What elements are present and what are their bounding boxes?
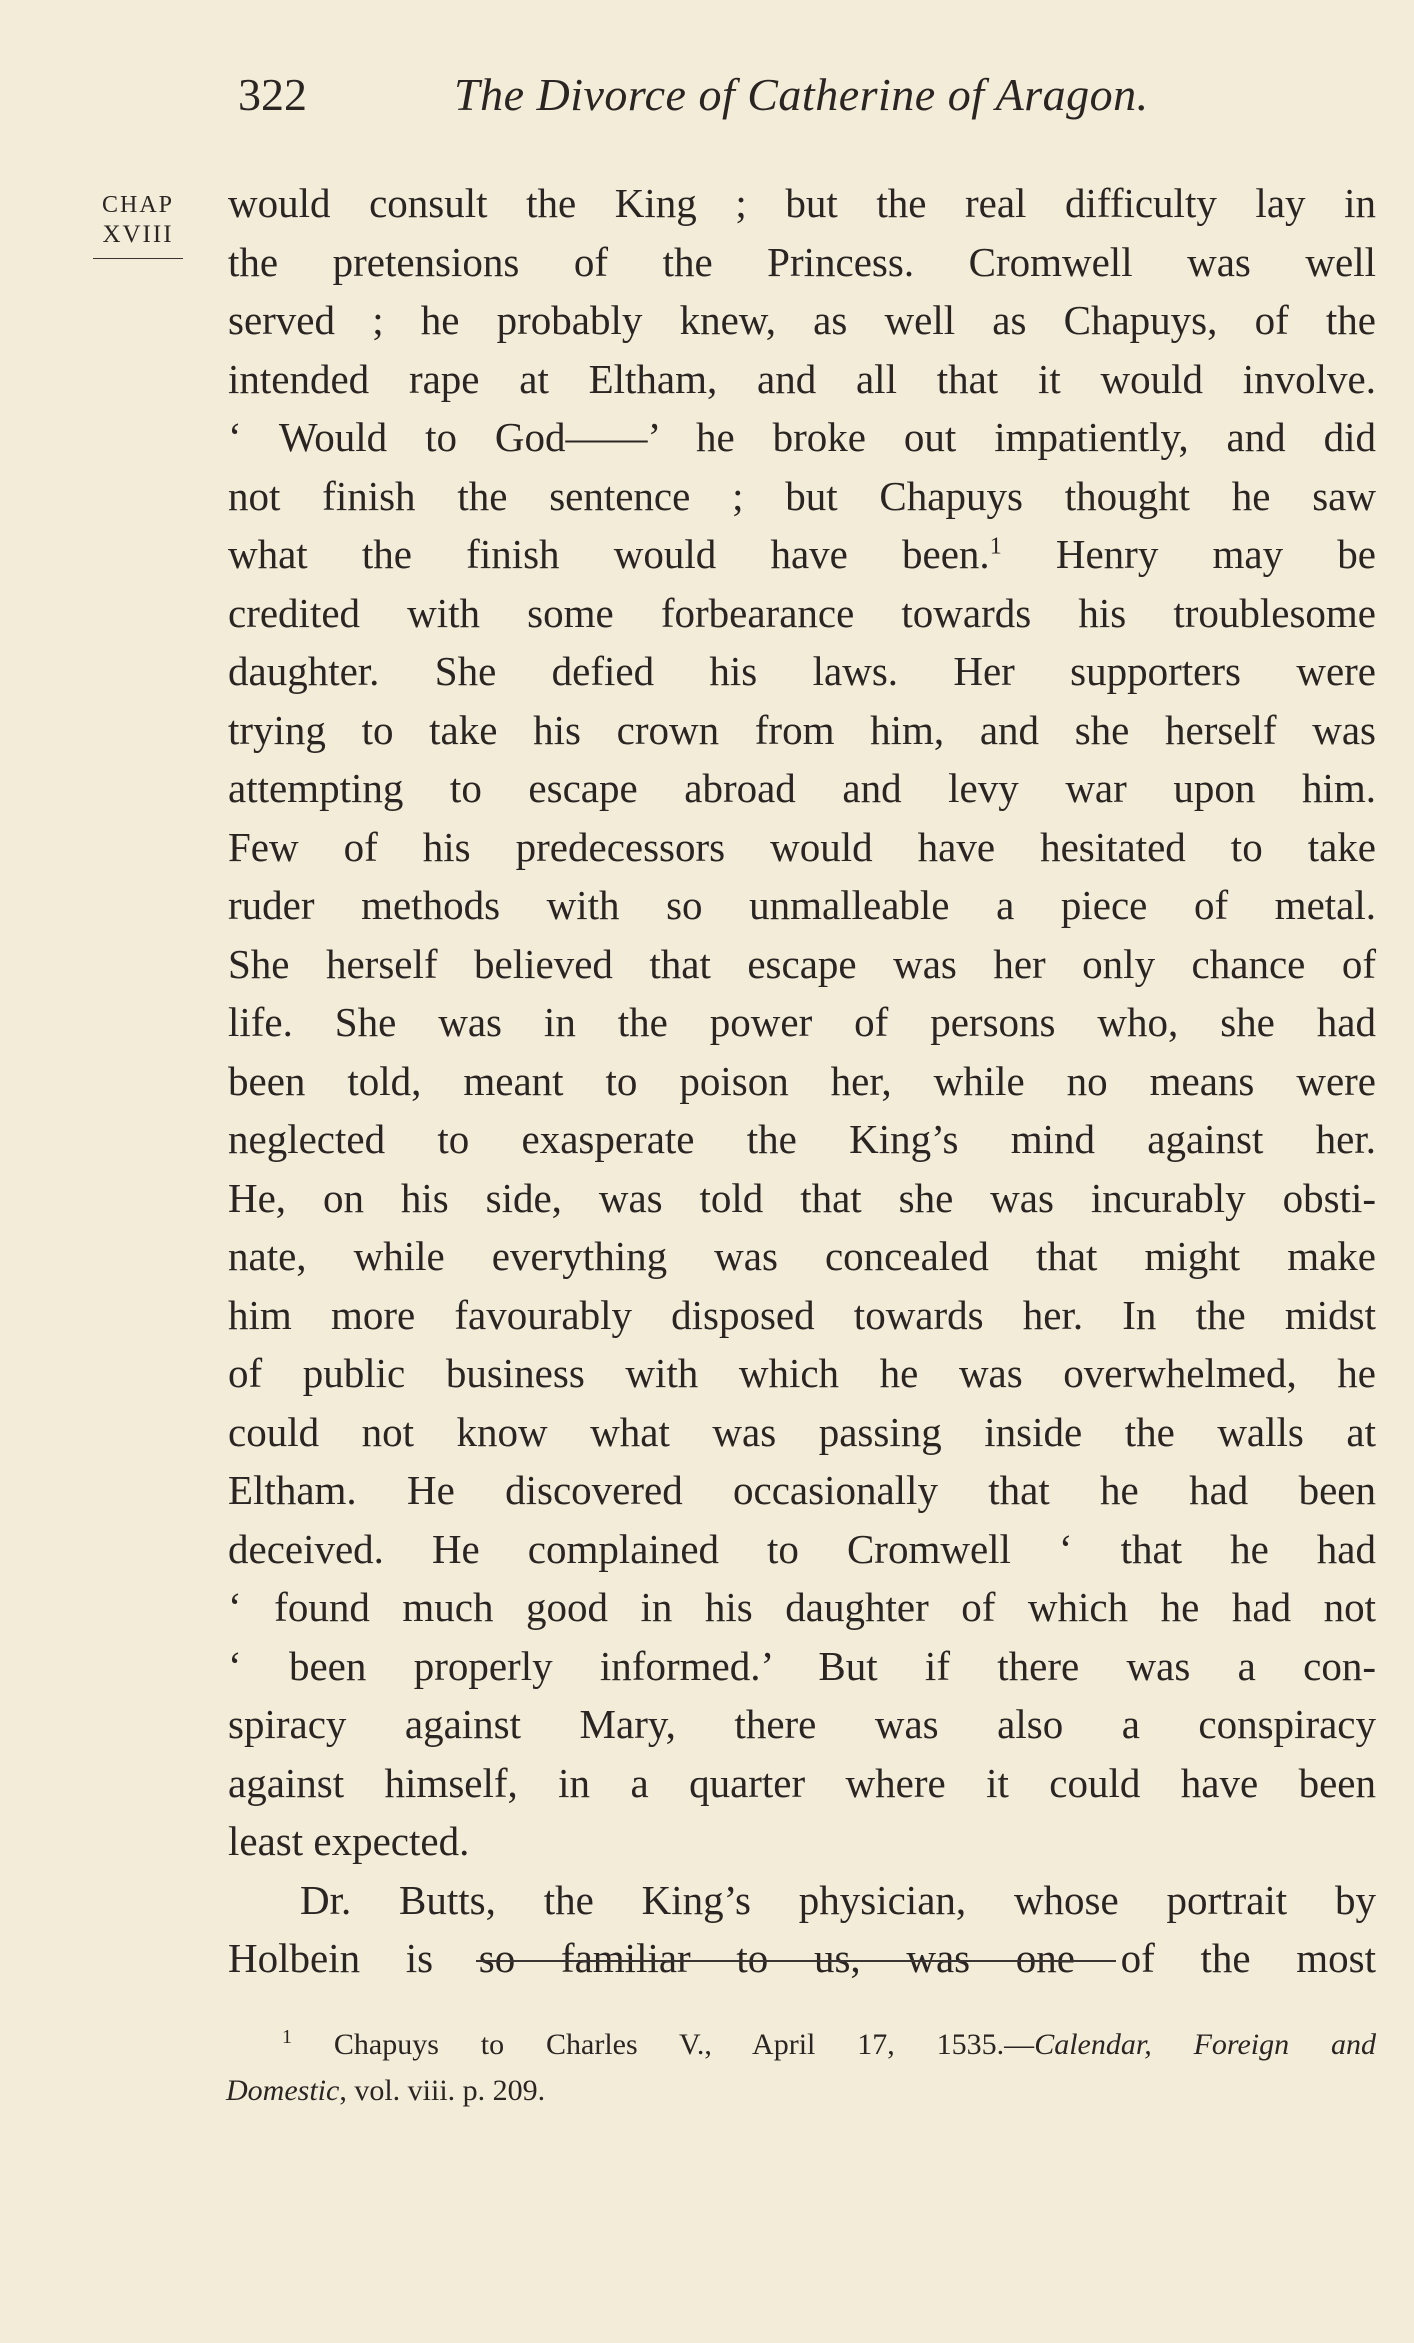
text-line: could not know what was passing inside the walls at xyxy=(228,1408,1376,1455)
text-line: not finish the sentence ; but Chapuys thought he saw xyxy=(228,472,1376,519)
text-line: He, on his side, was told that she was incurably obsti- xyxy=(228,1174,1376,1221)
chapter-number: XVIII xyxy=(102,221,174,248)
text-line: been told, meant to poison her, while no means were xyxy=(228,1057,1376,1104)
text-line: spiracy against Mary, there was also a conspiracy xyxy=(228,1701,1376,1747)
footnote-1-line-2 xyxy=(226,2068,1376,2114)
footnote-1-line-1 xyxy=(226,2022,1376,2068)
text-line: Dr. Butts, the King’s physician, whose portrait by xyxy=(300,1876,1376,1923)
chapter-label: CHAP xyxy=(101,192,175,218)
footnotes xyxy=(226,2022,1376,2114)
text-line: would consult the King ; but the real difficulty lay in xyxy=(228,180,1376,226)
footnote-reference[interactable]: 1 xyxy=(989,533,1002,560)
text-line: the pretensions of the Princess. Cromwell was well xyxy=(228,238,1376,285)
paragraph-2 xyxy=(228,1871,1376,1988)
footnote-source-title-cont: Domestic xyxy=(226,2074,340,2107)
text-line: life. She was in the power of persons who, she had xyxy=(228,999,1376,1045)
text-line: served ; he probably knew, as well as Chapuys, of the xyxy=(228,297,1376,343)
body-text xyxy=(228,174,1376,1988)
footnote-divider xyxy=(476,1960,1116,1962)
text-line: neglected to exasperate the King’s mind against her. xyxy=(228,1116,1376,1162)
text-line: ‘ found much good in his daughter of which he had not xyxy=(228,1584,1376,1630)
footnote-text: Chapuys to Charles V., April 17, 1535.— xyxy=(333,2028,1035,2061)
paragraph-1 xyxy=(228,174,1376,1871)
chapter-side-note xyxy=(88,190,188,259)
running-head xyxy=(228,68,1228,138)
page-number: 322 xyxy=(238,69,307,120)
footnote-marker: 1 xyxy=(282,2026,292,2048)
text-segment: what the finish would have been. xyxy=(228,531,990,577)
text-line: of public business with which he was overwhelmed, he xyxy=(228,1350,1376,1396)
text-line: attempting to escape abroad and levy war upon him. xyxy=(228,765,1376,811)
text-segment: Henry may be xyxy=(1001,531,1377,577)
text-line: intended rape at Eltham, and all that it would involve. xyxy=(228,355,1376,402)
text-line: him more favourably disposed towards her. In the midst xyxy=(228,1291,1376,1338)
text-line: trying to take his crown from him, and she herself was xyxy=(228,706,1376,753)
text-line: Eltham. He discovered occasionally that he had been xyxy=(228,1467,1376,1513)
chapter-rule xyxy=(93,258,183,259)
text-line-with-footnote xyxy=(228,525,1376,584)
text-line: against himself, in a quarter where it could have been xyxy=(228,1759,1376,1806)
text-line: ‘ been properly informed.’ But if there was a con- xyxy=(228,1642,1376,1689)
text-line: Holbein is so familiar to us, was one of the most xyxy=(228,1935,1376,1981)
text-line: deceived. He complained to Cromwell ‘ that he had xyxy=(228,1525,1376,1572)
text-line: credited with some forbearance towards his troublesome xyxy=(228,589,1376,636)
running-title: The Divorce of Catherine of Aragon. xyxy=(454,69,1149,120)
text-line: least expected. xyxy=(228,1818,470,1864)
text-line: ruder methods with so unmalleable a piece of metal. xyxy=(228,882,1376,928)
footnote-citation: , vol. viii. p. 209. xyxy=(339,2074,546,2107)
text-line: nate, while everything was concealed that might make xyxy=(228,1233,1376,1279)
text-line: Few of his predecessors would have hesitated to take xyxy=(228,823,1376,870)
text-line: daughter. She defied his laws. Her supporters were xyxy=(228,648,1376,694)
footnote-source-title: Calendar, Foreign and xyxy=(1034,2028,1377,2061)
text-line: ‘ Would to God——’ he broke out impatiently, and did xyxy=(228,414,1376,460)
text-line: She herself believed that escape was her only chance of xyxy=(228,940,1376,987)
